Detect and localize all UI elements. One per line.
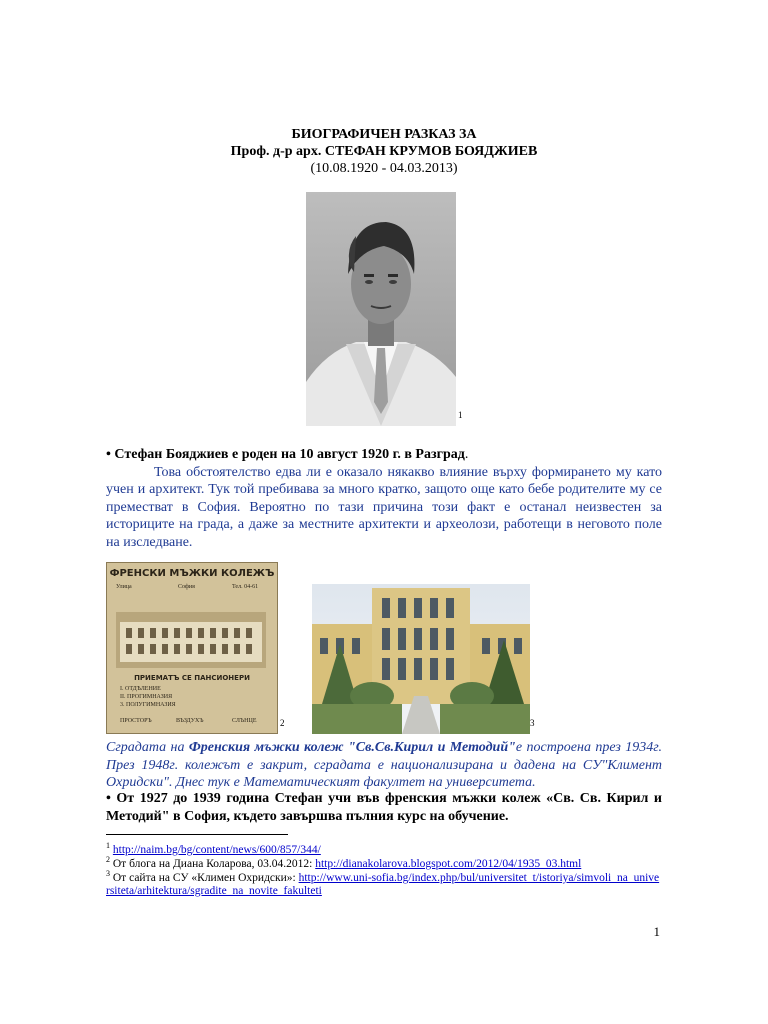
footnote-separator xyxy=(106,834,288,835)
poster-line-b: II. ПРОГИМНАЗИЯ xyxy=(120,694,173,700)
title-line-1: БИОГРАФИЧЕН РАЗКАЗ ЗА xyxy=(291,127,477,142)
footnote-ref-1: 1 xyxy=(458,410,463,420)
footnote-number: 1 xyxy=(106,841,110,850)
portrait-photo-icon xyxy=(306,192,456,426)
page-number: 1 xyxy=(653,924,660,939)
poster-footer-a: ПРОСТОРЪ xyxy=(120,718,152,724)
image-caption xyxy=(106,739,662,792)
poster-footer-c: СЛЪНЦЕ xyxy=(232,718,257,724)
title-line-2: Проф. д-р арх. СТЕФАН КРУМОВ БОЯДЖИЕВ xyxy=(230,144,538,159)
footnote-number: 3 xyxy=(106,869,110,878)
bio-body: Това обстоятелство едва ли е оказало някакво влияние върху формирането му като учен и архитект. Тук той пребивава за много кратко, защото още като бебе родителите му се преместват в София. Вероятно по тази причина този факт е останал неизвестен за историците на града, а даже за местните архитекти и археолози, работещи в неговото поле на изследване. xyxy=(106,464,662,550)
university-building-photo-icon xyxy=(312,584,530,734)
title-block xyxy=(0,126,768,177)
footnote-prefix: От блога на Диана Коларова, 03.04.2012: xyxy=(112,857,316,870)
bio-paragraph-2 xyxy=(106,790,662,825)
footnote-ref-3: 3 xyxy=(530,718,535,728)
bullet: • xyxy=(106,791,111,806)
poster-sub-mid: София xyxy=(178,584,195,590)
title-dates: (10.08.1920 - 04.03.2013) xyxy=(310,161,458,176)
bullet: • xyxy=(106,447,111,462)
footnote-link[interactable]: http://dianakolarova.blogspot.com/2012/04/1935_03.html xyxy=(315,857,582,870)
college-poster-image xyxy=(106,562,278,734)
poster-sub-left: Улица xyxy=(116,584,132,590)
poster-footer-b: ВЪЗДУХЪ xyxy=(176,718,204,724)
caption-part-2: е построена през 1934г. През 1948г. колежът е закрит, сградата е национализирана и дадена на СУ"Климент Охридски". Днес тук е Математическият факултет на университета. xyxy=(106,740,662,790)
footnote-ref-2: 2 xyxy=(280,718,285,728)
bio-paragraph-1 xyxy=(106,446,662,551)
poster-banner: ПРИЕМАТЪ СЕ ПАНСИОНЕРИ xyxy=(134,674,250,682)
footnote-prefix: От сайта на СУ «Климен Охридски»: xyxy=(112,871,299,884)
bio-heading-end: . xyxy=(464,447,469,462)
poster-sub-right: Тел. 04-61 xyxy=(232,584,259,590)
poster-title: ФРЕНСКИ МЪЖКИ КОЛЕЖЪ xyxy=(109,568,275,579)
footnote-link[interactable]: http://naim.bg/bg/content/news/600/857/344/ xyxy=(112,843,321,856)
bio-heading: Стефан Бояджиев е роден на 10 август 1920 г. в Разград xyxy=(114,447,465,462)
poster-line-c: 3. ПОЛУГИМНАЗИЯ xyxy=(120,702,176,708)
bio2-text: От 1927 до 1939 година Стефан учи във френския мъжки колеж «Св. Св. Кирил и Методий" в София, където завършва пълния курс на обучение. xyxy=(106,791,662,824)
footnote-3 xyxy=(106,867,662,898)
caption-college-name: Френския мъжки колеж "Св.Св.Кирил и Методий" xyxy=(188,740,516,755)
poster-line-a: I. ОТДѢЛЕНИЕ xyxy=(120,686,161,692)
footnote-link[interactable]: http://www.uni-sofia.bg/index.php/bul/universitet_t/istoriya/simvoli_na_universiteta/arhitektura/sgradite_na_novite_fakulteti xyxy=(106,871,660,897)
caption-part-1: Сградата на xyxy=(106,740,189,755)
footnote-number: 2 xyxy=(106,855,110,864)
